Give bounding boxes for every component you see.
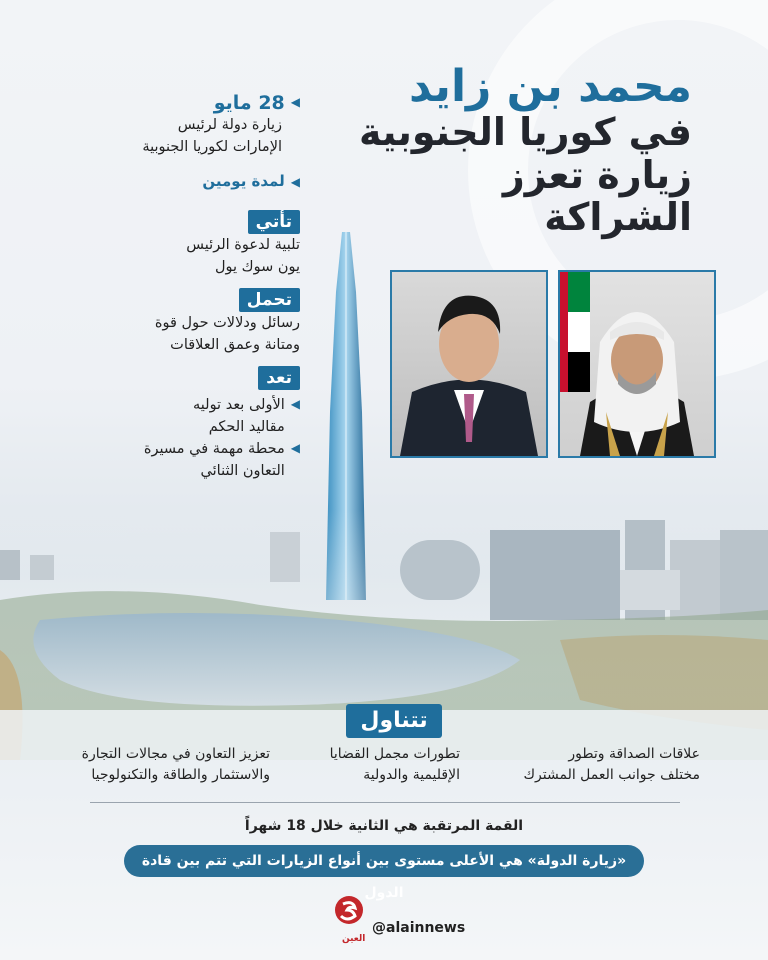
section-line: تلبية لدعوة الرئيس — [186, 237, 300, 253]
triangle-bullet-icon: ◀ — [290, 397, 300, 411]
section-tag: تحمل — [239, 288, 300, 312]
section-line: ومتانة وعمق العلاقات — [170, 337, 300, 353]
logo-wordmark: العين — [342, 934, 366, 944]
visit-date: 28 مايو — [213, 92, 285, 114]
topic-line: مختلف جوانب العمل المشترك — [523, 767, 700, 783]
triangle-bullet-icon: ◀ — [290, 95, 300, 109]
headline — [352, 62, 692, 239]
visit-details — [100, 92, 300, 492]
summit-note: القمة المرتقبة هي الثانية خلال 18 شهراً — [244, 818, 524, 834]
section-line: محطة مهمة في مسيرة — [143, 441, 285, 457]
triangle-bullet-icon: ◀ — [290, 441, 300, 455]
section-line: الأولى بعد توليه — [193, 397, 285, 413]
discussion-topics — [60, 744, 700, 786]
topic-line: تطورات مجمل القضايا — [329, 746, 460, 762]
section-carries — [100, 288, 300, 356]
triangle-bullet-icon: ◀ — [290, 175, 300, 189]
divider — [90, 802, 680, 803]
section-line: رسائل ودلالات حول قوة — [154, 315, 300, 331]
headline-line-2: في كوريا الجنوبية — [359, 110, 692, 155]
topic-line: الإقليمية والدولية — [363, 767, 460, 783]
section-tag: تعد — [258, 366, 300, 390]
section-considered — [100, 366, 300, 482]
social-handle[interactable]: @alainnews — [372, 920, 466, 936]
topic-item — [300, 744, 460, 786]
section-line: يون سوك يول — [214, 259, 300, 275]
visit-duration: لمدة يومين — [202, 172, 285, 190]
discusses-title: تتناول — [346, 704, 442, 738]
topic-line: علاقات الصداقة وتطور — [568, 746, 700, 762]
topic-line: والاستثمار والطاقة والتكنولوجيا — [91, 767, 270, 783]
portrait-korea-president — [390, 270, 548, 458]
headline-line-1: محمد بن زايد — [409, 61, 692, 112]
section-comes — [100, 210, 300, 278]
section-tag: تأتي — [248, 210, 300, 234]
topic-line: تعزيز التعاون في مجالات التجارة — [81, 746, 270, 762]
section-line: مقاليد الحكم — [208, 419, 285, 435]
duration-block — [100, 172, 300, 192]
portrait-uae-president — [558, 270, 716, 458]
section-line: التعاون الثنائي — [200, 463, 285, 479]
state-visit-note: «زيارة الدولة» هي الأعلى مستوى بين أنواع الزيارات التي تتم بين قادة الدول — [124, 845, 644, 877]
topic-item — [490, 744, 700, 786]
topic-item — [60, 744, 270, 786]
alain-logo-icon — [331, 894, 367, 930]
headline-line-3: زيارة تعزز الشراكة — [502, 152, 692, 240]
date-block — [100, 92, 300, 158]
visit-desc-line-1: زيارة دولة لرئيس — [177, 117, 282, 133]
visit-desc-line-2: الإمارات لكوريا الجنوبية — [142, 139, 282, 155]
